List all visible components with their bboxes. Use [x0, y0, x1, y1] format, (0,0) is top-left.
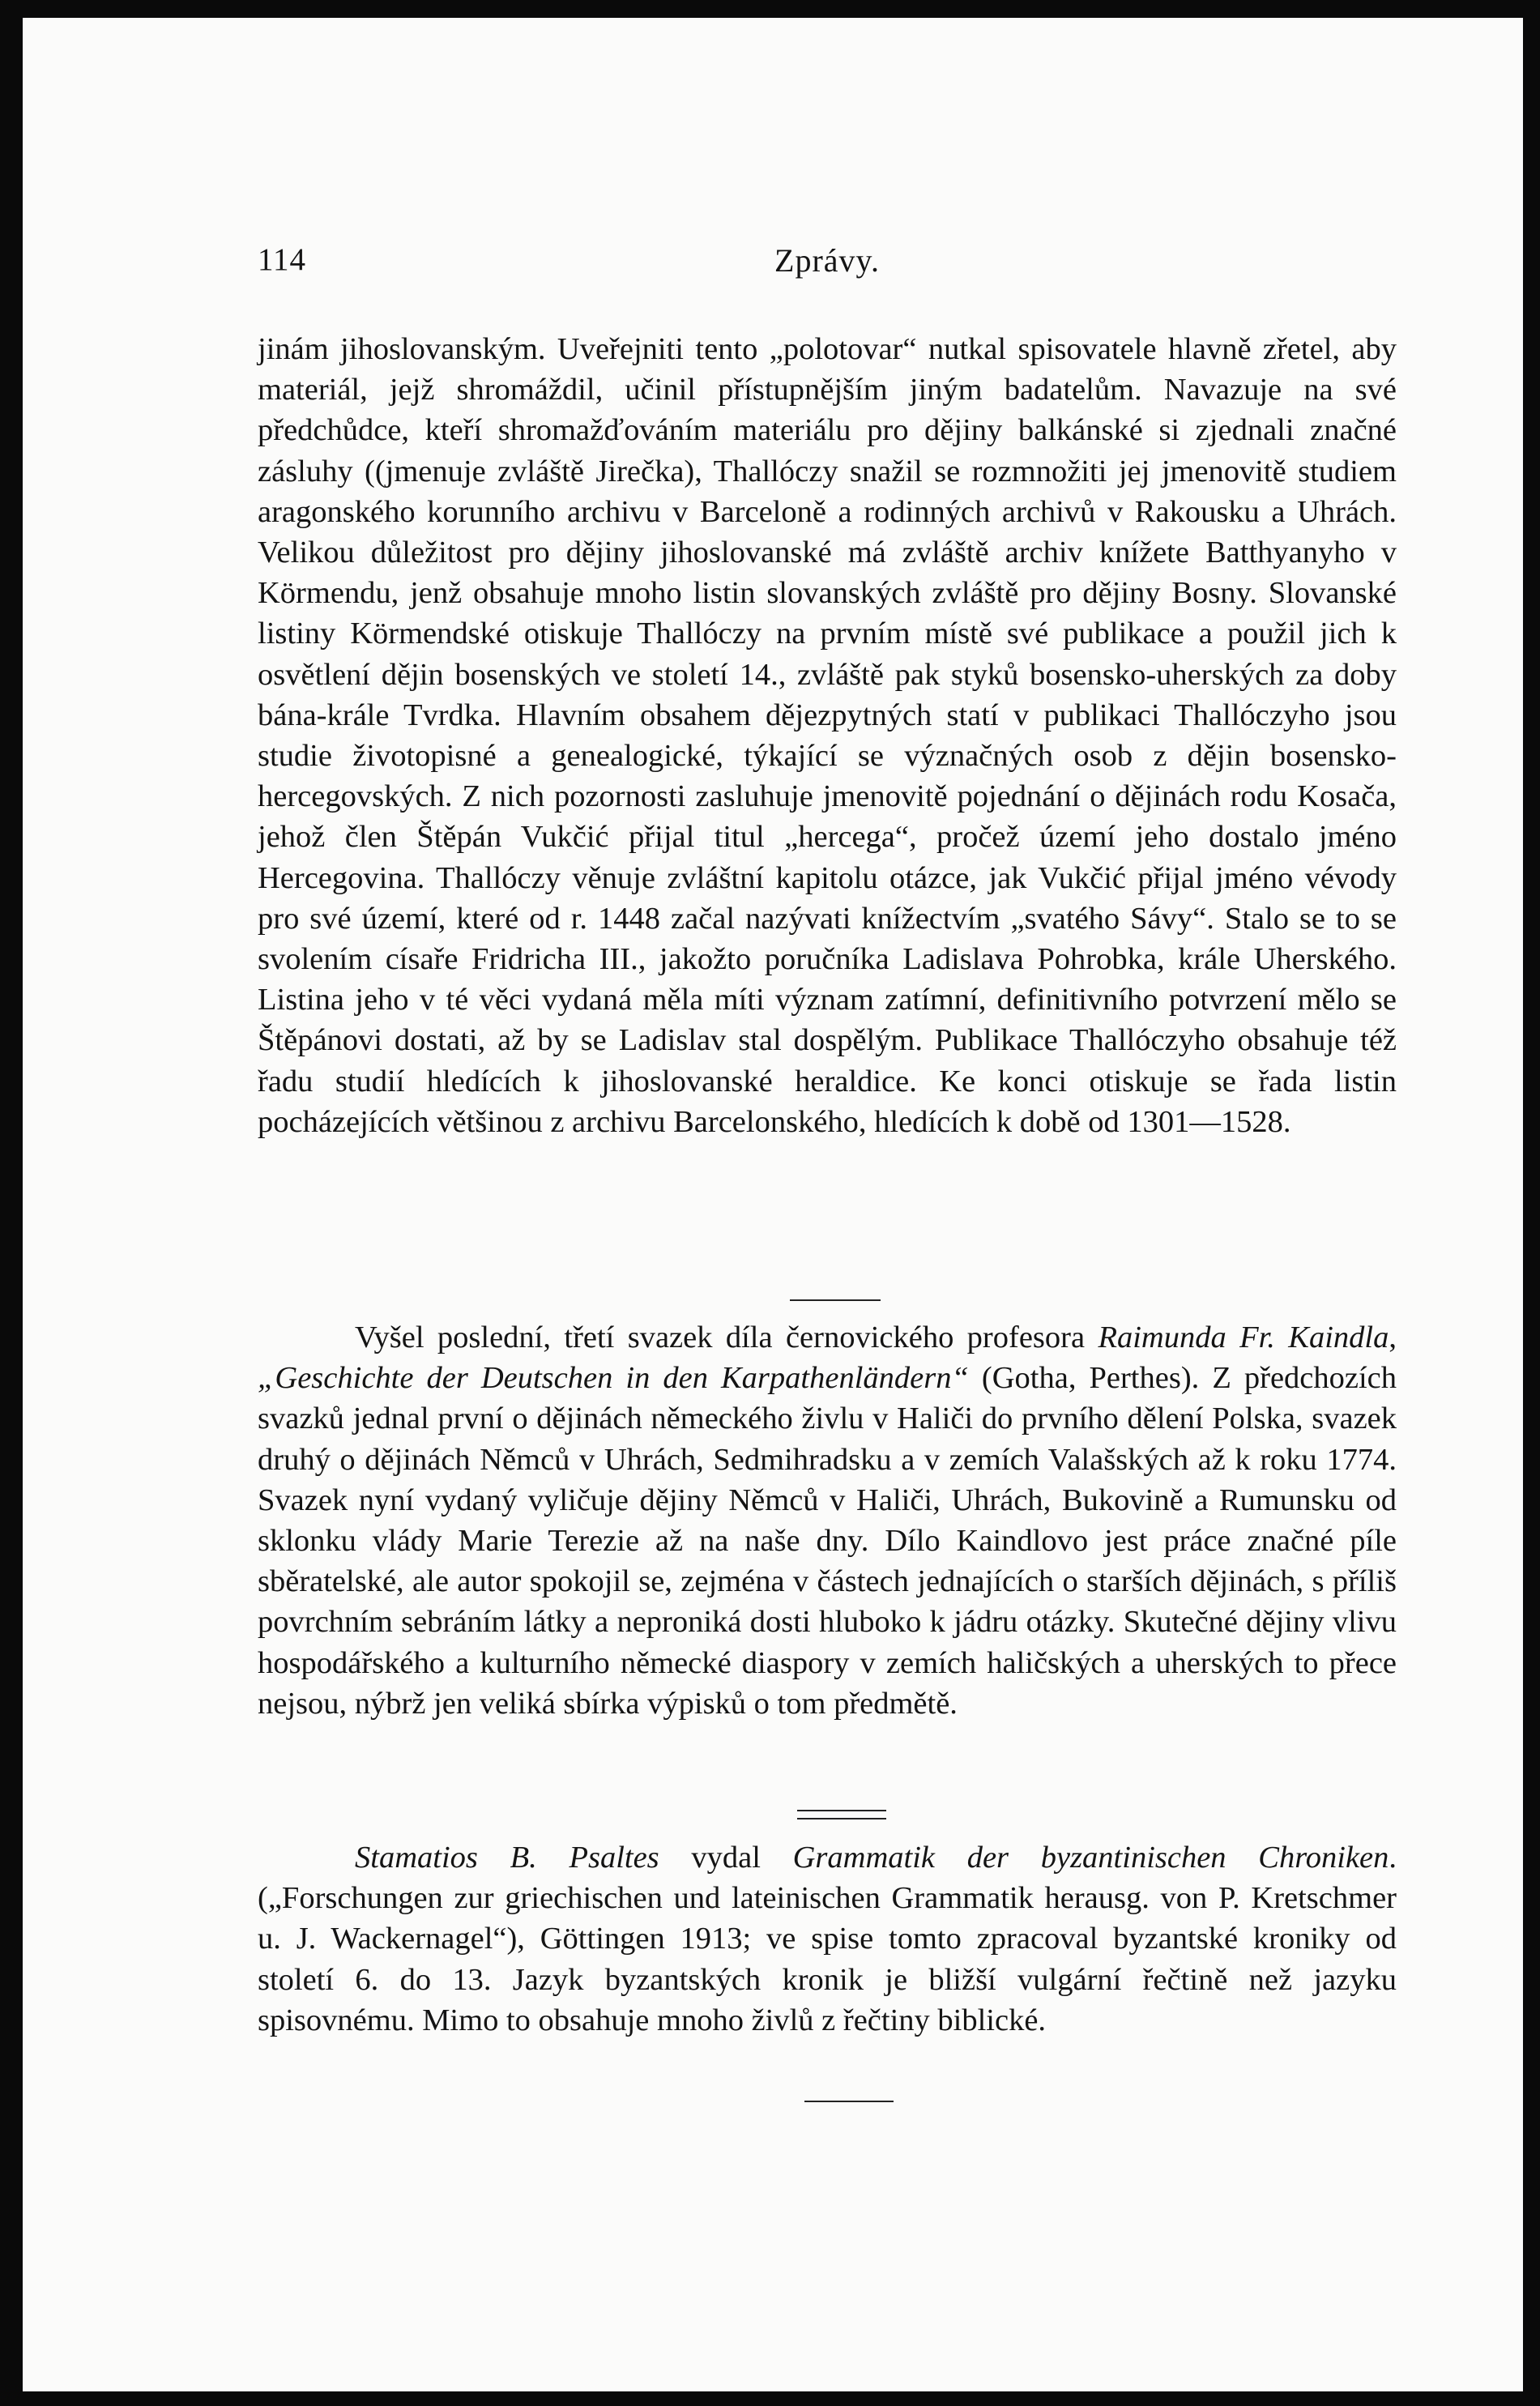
page-header [258, 241, 1397, 290]
page-number: 114 [258, 242, 307, 277]
paragraph-psaltes [258, 1837, 1397, 2041]
book-title: „Geschichte der Deutschen in den Karpathenländern“ [258, 1361, 969, 1396]
author-name: Raimunda Fr. Kaindla [1098, 1320, 1389, 1354]
separator: , [1389, 1320, 1397, 1354]
paragraph-body: (Gotha, Perthes). Z předchozích svazků jednal první o dějinách německého živlu v Haliči do prvního dělení Polska, svazek druhý o dějinách Němců v Uhrách, Sedmihradsku a v zemích Valašských až k roku 1774. Svazek nyní vydaný vyličuje dějiny Němců v Haliči, Uhrách, Bukovině a Rumunsku od sklonku vlády Marie Terezie až na naše dny. Dílo Kaindlovo jest práce značné píle sběratelské, ale autor spokojil se, zejména v částech jednajících o starších dějinách, s příliš povrchním sebráním látky a neproniká dosti hluboko k jádru otázky. Skutečné dějiny vlivu hospodářského a kulturního německé diaspory v zemích haličských a uherských to přece nejsou, nýbrž jen veliká sbírka výpisků o tom předmětě. [258, 1361, 1397, 1721]
paragraph-intro: Vyšel poslední, třetí svazek díla černovického profesora [355, 1320, 1098, 1354]
section-divider [790, 1299, 881, 1301]
page-sheet [23, 18, 1523, 2391]
running-title: Zprávy. [774, 242, 880, 279]
verb: vydal [659, 1841, 793, 1875]
end-divider [804, 2101, 894, 2102]
paragraph-body: . („Forschungen zur griechischen und lateinischen Grammatik herausg. von P. Kretschmer u. J. Wackernagel“), Göttingen 1913; ve spise tomto zpracoval byzantské kroniky od století 6. do 13. Jazyk byzantských kronik je bližší vulgární řečtině než jazyku spisovnému. Mimo to obsahuje mnoho živlů z řečtiny biblické. [258, 1841, 1397, 2037]
paragraph-kaindl [258, 1317, 1397, 1724]
double-divider-bottom [797, 1818, 886, 1819]
double-divider-top [797, 1810, 886, 1811]
book-title: Grammatik der byzantinischen Chroniken [792, 1841, 1389, 1875]
paragraph-thalloczy: jinám jihoslovanským. Uveřejniti tento „polotovar“ nutkal spisovatele hlavně zřetel, aby materiál, jejž shromáždil, učinil přístupnějším jiným badatelům. Navazuje na své předchůdce, kteří shromažďováním materiálu pro dějiny balkánské si zjednali značné zásluhy ((jmenuje zvláště Jirečka), Thallóczy snažil se rozmnožiti jej jmenovitě studiem aragonského korunního archivu v Barceloně a rodinných archivů v Rakousku a Uhrách. Velikou důležitost pro dějiny jihoslovanské má zvláště archiv knížete Batthyanyho v Körmendu, jenž obsahuje mnoho listin slovanských zvláště pro dějiny Bosny. Slovanské listiny Körmendské otiskuje Thallóczy na prvním místě své publikace a použil jich k osvětlení dějin bosenských ve století 14., zvláště pak styků bosensko-uherských za doby bána-krále Tvrdka. Hlavním obsahem dějezpytných statí v publikaci Thallóczyho jsou studie životopisné a genealogické, týkající se význačných osob z dějin bosensko-hercegovských. Z nich pozornosti zasluhuje jmenovitě pojednání o dějinách rodu Kosača, jehož člen Štěpán Vukčić přijal titul „hercega“, pročež území jeho dostalo jméno Hercegovina. Thallóczy věnuje zvláštní kapitolu otázce, jak Vukčić přijal jméno vévody pro své území, které od r. 1448 začal nazývati knížectvím „svatého Sávy“. Stalo se to se svolením císaře Fridricha III., jakožto poručníka Ladislava Pohrobka, krále Uherského. Listina jeho v té věci vydaná měla míti význam zatímní, definitivního potvrzení mělo se Štěpánovi dostati, až by se Ladislav stal dospělým. Publikace Thallóczyho obsahuje též řadu studií hledících k jihoslovanské heraldice. Ke konci otiskuje se řada listin pocházejících většinou z archivu Barcelonského, hledících k době od 1301—1528. [258, 332, 1397, 1139]
author-name: Stamatios B. Psaltes [355, 1841, 659, 1875]
